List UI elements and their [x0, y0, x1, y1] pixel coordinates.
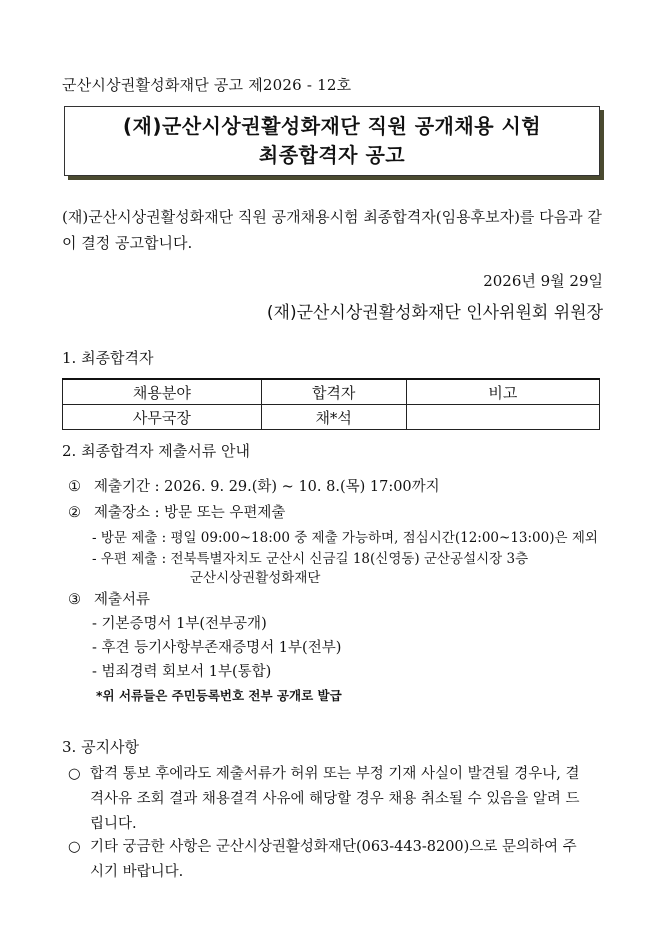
item-number: ③ — [68, 592, 81, 608]
section-3-title: 3. 공지사항 — [62, 738, 140, 756]
notice-bullet-text: 합격 통보 후에라도 제출서류가 허위 또는 부정 기재 사실이 발견될 경우나, 결격사유 조회 결과 채용결격 사유에 해당할 경우 채용 취소될 수 있음을 알려 드립니다. — [90, 766, 580, 832]
submission-period-text: 제출기간 : 2026. 9. 29.(화) ~ 10. 8.(목) 17:00까지 — [94, 479, 440, 495]
header-field: 채용분야 — [63, 379, 262, 405]
list-item: - 후견 등기사항부존재증명서 1부(전부) — [92, 640, 342, 656]
section-1-title: 1. 최종합격자 — [62, 349, 154, 367]
title-line-1: (재)군산시상권활성화재단 직원 공개채용 시험 — [122, 114, 542, 138]
mail-submission-cont: 군산시상권활성화재단 — [190, 570, 321, 586]
title-line-2: 최종합격자 공고 — [258, 143, 406, 167]
mail-submission: - 우편 제출 : 전북특별자치도 군산시 신금길 18(신영동) 군산공설시장 3층 — [92, 551, 529, 567]
submission-period — [68, 475, 440, 496]
required-documents-text: 제출서류 — [94, 592, 151, 608]
submission-place — [68, 501, 285, 522]
final-hires-table — [62, 378, 600, 430]
notice-number: 군산시상권활성화재단 공고 제2026 - 12호 — [62, 76, 352, 94]
notice-date: 2026년 9월 29일 — [483, 272, 603, 290]
circle-bullet-icon: ○ — [68, 839, 81, 855]
list-item: - 범죄경력 회보서 1부(통합) — [92, 664, 272, 680]
notice-bullet-1 — [68, 762, 588, 837]
notice-bullet-text: 기타 궁금한 사항은 군산시상권활성화재단(063-443-8200)으로 문의하여 주시기 바랍니다. — [90, 839, 577, 880]
cell-hire: 채*석 — [261, 405, 406, 430]
header-hire: 합격자 — [261, 379, 406, 405]
document-warning: *위 서류들은 주민등록번호 전부 공개로 발급 — [96, 688, 342, 703]
intro-text: (재)군산시상권활성화재단 직원 공개채용시험 최종합격자(임용후보자)를 다음과 같이 결정 공고합니다. — [62, 208, 602, 252]
circle-bullet-icon: ○ — [68, 766, 81, 782]
signer: (재)군산시상권활성화재단 인사위원회 위원장 — [266, 303, 603, 323]
section-2-title: 2. 최종합격자 제출서류 안내 — [62, 442, 251, 460]
visit-submission: - 방문 제출 : 평일 09:00~18:00 중 제출 가능하며, 점심시간(12:00~13:00)은 제외 — [92, 530, 598, 546]
table-header-row — [63, 379, 600, 405]
item-number: ① — [68, 479, 81, 495]
required-documents — [68, 588, 150, 609]
list-item: - 기본증명서 1부(전부공개) — [92, 616, 267, 632]
title-box — [64, 106, 600, 176]
notice-bullet-2 — [68, 835, 588, 885]
header-note: 비고 — [406, 379, 599, 405]
cell-note — [406, 405, 599, 430]
table-row — [63, 405, 600, 430]
submission-place-text: 제출장소 : 방문 또는 우편제출 — [94, 505, 286, 521]
cell-field: 사무국장 — [63, 405, 262, 430]
item-number: ② — [68, 505, 81, 521]
